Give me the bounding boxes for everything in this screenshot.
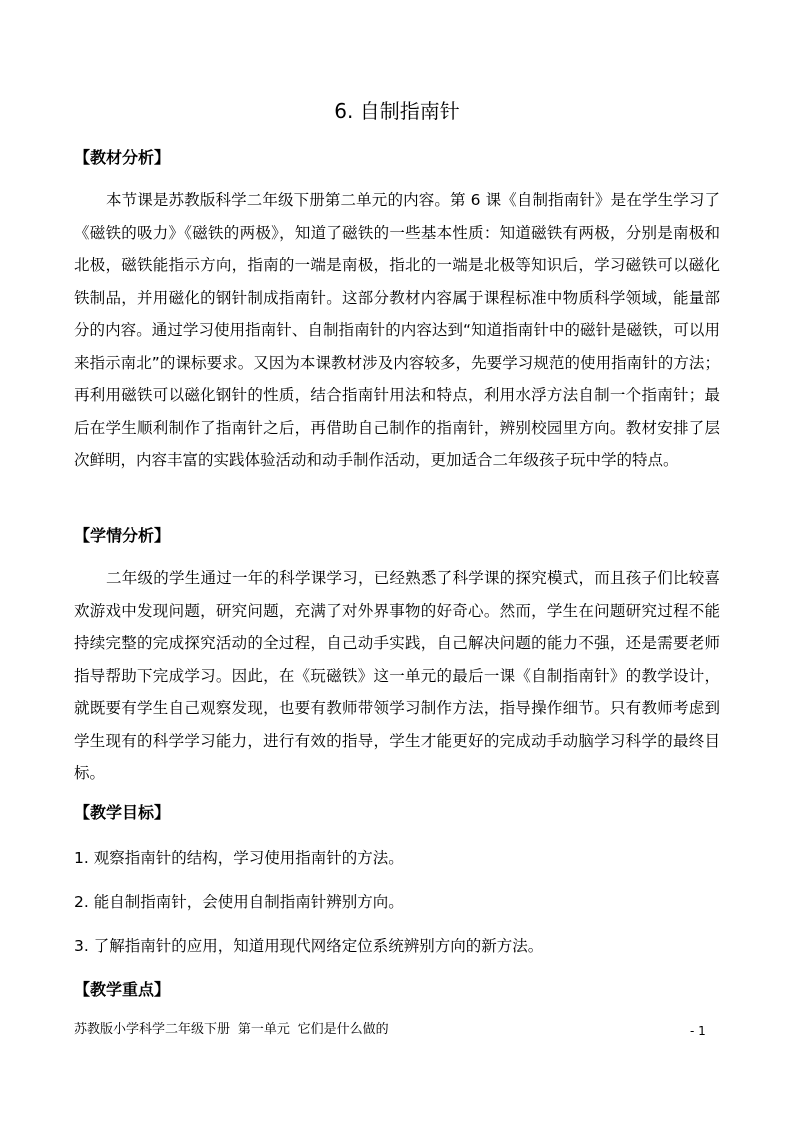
heading-teaching-goals: 【教学目标】: [74, 803, 171, 822]
teaching-goal-item-2: 2. 能自制指南针，会使用自制指南针辨别方向。: [74, 893, 404, 911]
page-footer-text: 苏教版小学科学二年级下册 第一单元 它们是什么做的: [74, 1022, 389, 1037]
document-title: 6. 自制指南针: [334, 99, 460, 123]
heading-textbook-analysis: 【教材分析】: [74, 148, 171, 167]
teaching-goal-item-1: 1. 观察指南针的结构，学习使用指南针的方法。: [74, 849, 404, 867]
page-number: - 1: [690, 1024, 706, 1038]
paragraph-textbook-analysis: 本节课是苏教版科学二年级下册第二单元的内容。第 6 课《自制指南针》是在学生学习了《磁铁的吸力》《磁铁的两极》，知道了磁铁的一些基本性质：知道磁铁有两极，分别是南极和北极，磁铁能指示方向，指南的一端是南极，指北的一端是北极等知识后，学习磁铁可以磁化铁制品，并用磁化的钢针制成指南针。这部分教材内容属于课程标准中物质科学领域，能量部分的内容。通过学习使用指南针、自制指南针的内容达到“知道指南针中的磁针是磁铁，可以用来指示南北”的课标要求。又因为本课教材涉及内容较多，先要学习规范的使用指南针的方法；再利用磁铁可以磁化钢针的性质，结合指南针用法和特点，利用水浮方法自制一个指南针；最后在学生顺利制作了指南针之后，再借助自己制作的指南针，辨别校园里方向。教材安排了层次鲜明，内容丰富的实践体验活动和动手制作活动，更加适合二年级孩子玩中学的特点。: [74, 191, 720, 469]
heading-student-analysis: 【学情分析】: [74, 526, 171, 545]
teaching-goal-item-3: 3. 了解指南针的应用，知道用现代网络定位系统辨别方向的新方法。: [74, 937, 544, 955]
paragraph-student-analysis: 二年级的学生通过一年的科学课学习，已经熟悉了科学课的探究模式，而且孩子们比较喜欢游戏中发现问题，研究问题，充满了对外界事物的好奇心。然而，学生在问题研究过程不能持续完整的完成探究活动的全过程，自己动手实践，自己解决问题的能力不强，还是需要老师指导帮助下完成学习。因此，在《玩磁铁》这一单元的最后一课《自制指南针》的教学设计，就既要有学生自己观察发现，也要有教师带领学习制作方法，指导操作细节。只有教师考虑到学生现有的科学学习能力，进行有效的指导，学生才能更好的完成动手动脑学习科学的最终目标。: [74, 569, 720, 782]
heading-teaching-focus: 【教学重点】: [74, 980, 171, 999]
